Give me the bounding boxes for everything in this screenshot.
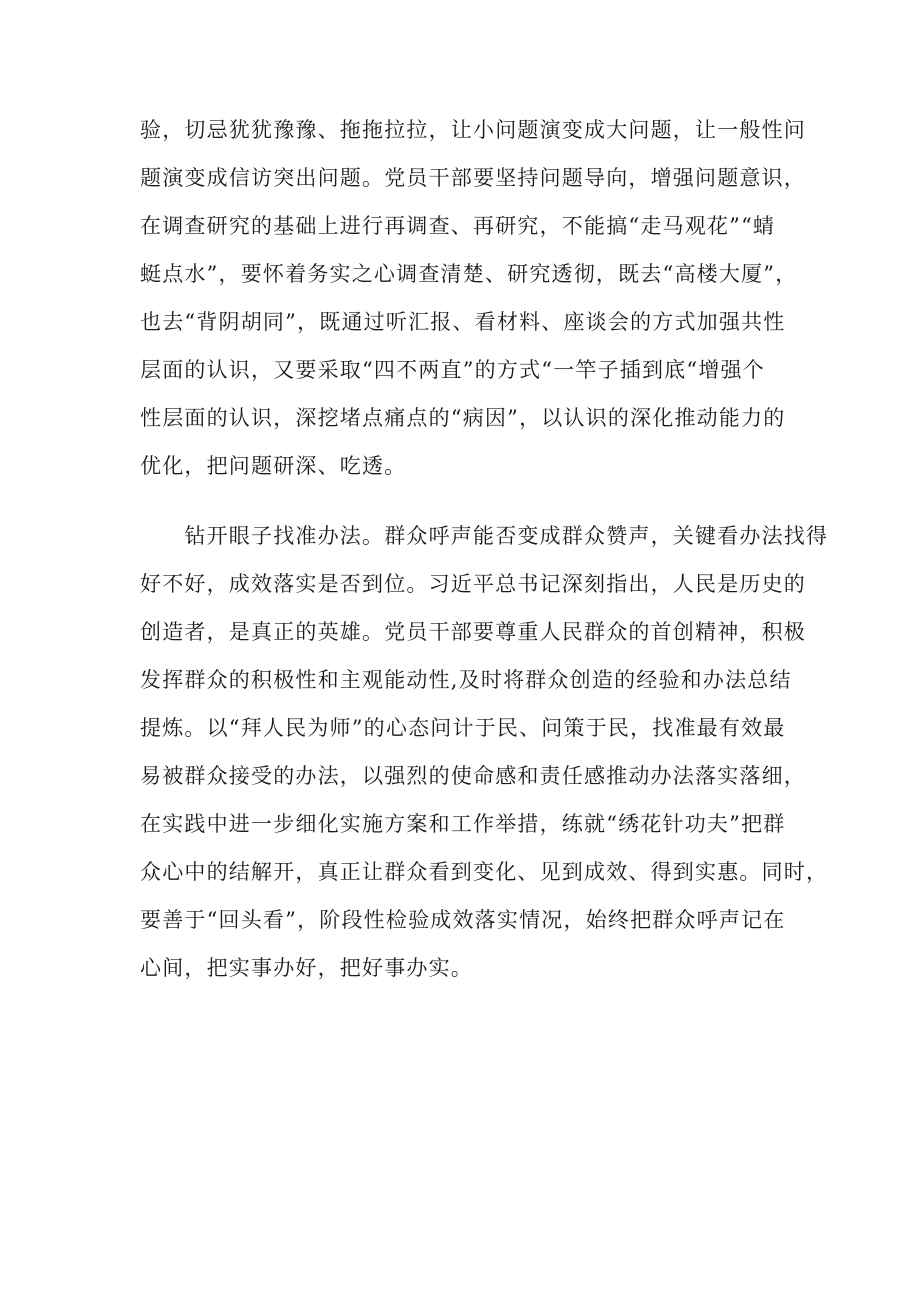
paragraph-line: 优化，把问题研深、吃透。 [140, 454, 407, 478]
paragraph-line: 验，切忌犹犹豫豫、拖拖拉拉，让小问题演变成大问题，让一般性问 [140, 118, 806, 142]
paragraph-line: 发挥群众的积极性和主观能动性,及时将群众创造的经验和办法总结 [140, 668, 792, 692]
paragraph-2 [140, 512, 829, 992]
paragraph-line: 题演变成信访突出问题。党员干部要坚持问题导向，增强问题意识， [140, 166, 806, 190]
paragraph-line: 在实践中进一步细化实施方案和工作举措，练就“绣花针功夫”把群 [140, 812, 786, 836]
paragraph-line: 蜓点水”，要怀着务实之心调查清楚、研究透彻，既去“高楼大厦”， [140, 262, 798, 286]
paragraph-line: 钻开眼子找准办法。群众呼声能否变成群众赞声，关键看办法找得 [140, 524, 829, 548]
paragraph-line: 易被群众接受的办法，以强烈的使命感和责任感推动办法落实落细， [140, 764, 806, 788]
paragraph-line: 要善于“回头看”，阶段性检验成效落实情况，始终把群众呼声记在 [140, 908, 786, 932]
paragraph-line: 也去“背阴胡同”，既通过听汇报、看材料、座谈会的方式加强共性 [140, 310, 786, 334]
paragraph-line: 心间，把实事办好，把好事办实。 [140, 956, 473, 980]
paragraph-line: 好不好，成效落实是否到位。习近平总书记深刻指出，人民是历史的 [140, 572, 806, 596]
paragraph-line: 在调查研究的基础上进行再调查、再研究，不能搞“走马观花”“蜻 [140, 214, 776, 238]
paragraph-line: 提炼。以“拜人民为师”的心态问计于民、问策于民，找准最有效最 [140, 716, 786, 740]
paragraph-line: 众心中的结解开，真正让群众看到变化、见到成效、得到实惠。同时， [140, 860, 829, 884]
paragraph-1 [140, 106, 806, 490]
paragraph-line: 创造者，是真正的英雄。党员干部要尊重人民群众的首创精神，积极 [140, 620, 806, 644]
paragraph-line: 性层面的认识，深挖堵点痛点的“病因”，以认识的深化推动能力的 [140, 406, 786, 430]
paragraph-line: 层面的认识，又要采取“四不两直”的方式“一竿子插到底“增强个 [140, 358, 765, 382]
